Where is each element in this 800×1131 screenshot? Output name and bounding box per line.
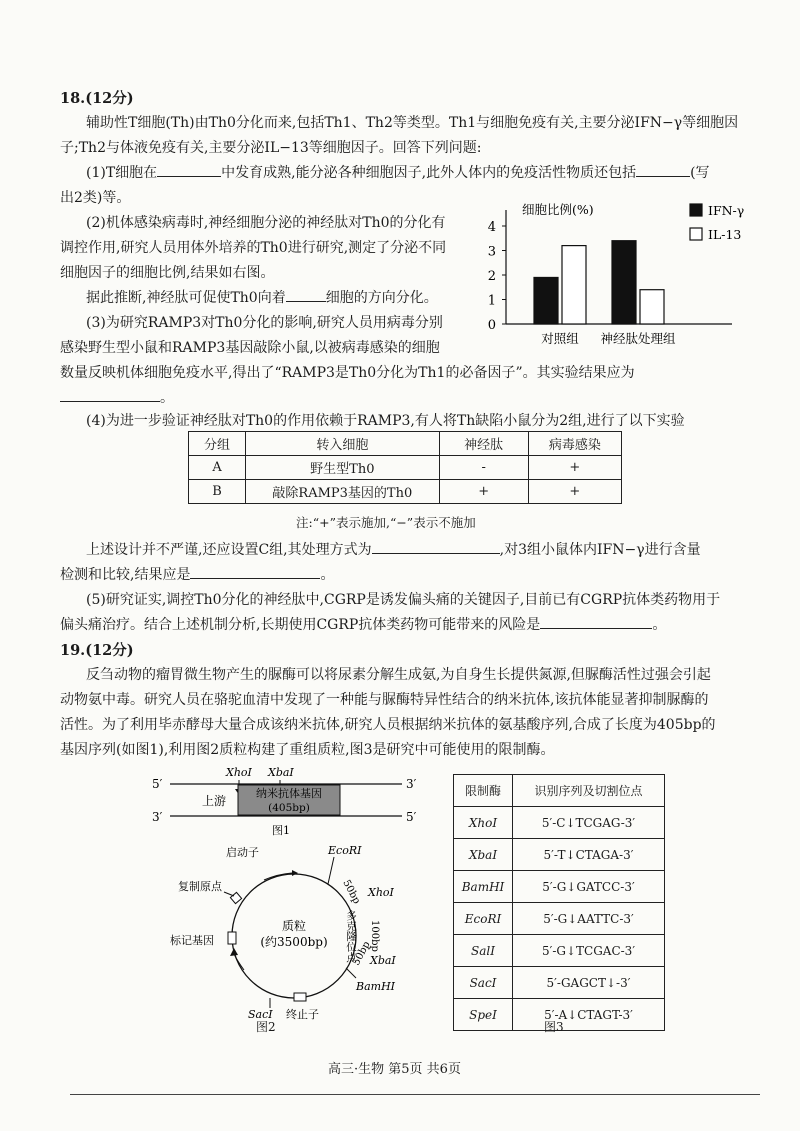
- restriction-enzyme-table: [453, 774, 665, 1031]
- enzyme-site: 5′-GAGCT↓-3′: [513, 967, 665, 999]
- table-header: 分组: [189, 432, 246, 456]
- q18-part2-line-1: (2)机体感染病毒时,神经细胞分泌的神经肽对Th0的分化有: [86, 215, 446, 231]
- table-cell: B: [189, 480, 246, 504]
- upstream-label: 上游: [202, 794, 227, 808]
- q18-part4-text-c: 检测和比较,结果应是: [60, 567, 191, 583]
- enzyme-name: EcoRⅠ: [454, 903, 513, 935]
- three-prime-bottom: 3′: [152, 810, 163, 824]
- promoter-label: 启动子: [226, 846, 259, 859]
- bamhi-pointer: [346, 968, 356, 978]
- q18-part3-line-2: 感染野生型小鼠和RAMP3基因敲除小鼠,以被病毒感染的细胞: [60, 340, 440, 356]
- q18-intro-line-1: 辅助性T细胞(Th)由Th0分化而来,包括Th1、Th2等类型。Th1与细胞免疫有关,主要分泌IFN−γ等细胞因: [86, 115, 739, 131]
- gene-length-label: (405bp): [268, 802, 310, 814]
- five-prime-top: 5′: [152, 777, 163, 791]
- q18-part2-text-a: 据此推断,神经肽可促使Th0向着: [86, 290, 286, 306]
- table-header: 病毒感染: [528, 432, 621, 456]
- table-cell: -: [439, 456, 528, 480]
- q18-part4-line-3: [60, 563, 334, 588]
- q18-part5-line-1: (5)研究证实,调控Th0分化的神经肽中,CGRP是诱发偏头痛的关键因子,目前已有CGRP抗体类药物用于: [86, 592, 721, 608]
- q18-part2-line-2: 调控作用,研究人员用体外培养的Th0进行研究,测定了分泌不同: [60, 240, 447, 256]
- table-row: [454, 935, 665, 967]
- answer-blank-1[interactable]: [157, 162, 221, 177]
- y-tick-label: 3: [487, 244, 496, 260]
- figure-1-caption: 图1: [272, 824, 290, 837]
- enzyme-name: XbaⅠ: [454, 839, 513, 871]
- q18-part1-text-c: (写: [690, 165, 710, 181]
- enzyme-name: SacⅠ: [454, 967, 513, 999]
- table-cell: 野生型Th0: [246, 456, 439, 480]
- ori-label: 复制原点: [178, 880, 222, 893]
- cytokine-bar-chart: [484, 196, 774, 346]
- table-row: [454, 871, 665, 903]
- answer-blank-7[interactable]: [540, 614, 652, 629]
- enzyme-name: XhoⅠ: [454, 807, 513, 839]
- enzyme-header: 限制酶: [454, 775, 513, 807]
- experiment-table: [188, 431, 622, 504]
- table-note: 注:“+”表示施加,“−”表示不施加: [296, 515, 476, 530]
- q19-header: 19.(12分): [60, 642, 134, 659]
- bamhi-label: BamHⅠ: [356, 980, 396, 993]
- three-prime-top: 3′: [406, 777, 417, 791]
- enzyme-site: 5′-T↓CTAGA-3′: [513, 839, 665, 871]
- figure-1-gene: [150, 766, 440, 838]
- promoter-arrowhead-icon: [292, 870, 298, 876]
- figure-2-plasmid: [168, 840, 418, 1030]
- table-row: [454, 807, 665, 839]
- answer-blank-2[interactable]: [636, 162, 690, 177]
- xhoi-plasmid-label: XhoⅠ: [368, 886, 394, 899]
- table-header-row: [189, 432, 622, 456]
- site-header: 识别序列及切割位点: [513, 775, 665, 807]
- table-row: [189, 456, 622, 480]
- gene-label: 纳米抗体基因: [256, 787, 322, 800]
- enzyme-site: 5′-A↓CTAGT-3′: [513, 999, 665, 1031]
- y-tick-label: 0: [487, 318, 496, 333]
- table-row: [189, 480, 622, 504]
- q18-part4-line-2: [86, 538, 701, 563]
- enzyme-site: 5′-G↓GATCC-3′: [513, 871, 665, 903]
- q19-line-1: 反刍动物的瘤胃微生物产生的脲酶可以将尿素分解生成氨,为自身生长提供氮源,但脲酶活性过强会引起: [86, 667, 711, 683]
- q18-header: 18.(12分): [60, 90, 134, 107]
- table-cell: +: [439, 480, 528, 504]
- plasmid-size-label: (约3500bp): [260, 935, 328, 949]
- q19-line-3: 活性。为了利用毕赤酵母大量合成该纳米抗体,研究人员根据纳米抗体的氨基酸序列,合成了长度为405bp的: [60, 717, 716, 733]
- plasmid-label: 质粒: [281, 919, 307, 933]
- y-tick-label: 4: [487, 220, 496, 235]
- marker-arrowhead-icon: [230, 948, 238, 956]
- q18-part2-line-3: 细胞因子的细胞比例,结果如右图。: [60, 265, 275, 281]
- table-row: [454, 839, 665, 871]
- q18-part3-period: 。: [160, 390, 174, 406]
- q18-part4-text-a: 上述设计并不严谨,还应设置C组,其处理方式为: [86, 542, 372, 558]
- q18-part1-text-a: (1)T细胞在: [86, 165, 158, 181]
- x-category-label: 神经肽处理组: [600, 331, 676, 346]
- spacer-50bp-a: 50bp: [340, 878, 363, 906]
- q18-part5-period: 。: [652, 617, 667, 633]
- q18-part3-line-3: 数量反映机体细胞免疫水平,得出了“RAMP3是Th0分化为Th1的必备因子”。其实验结果应为: [60, 365, 635, 381]
- q18-part3-line-4: [60, 386, 174, 411]
- ecori-pointer: [328, 857, 334, 884]
- answer-blank-5[interactable]: [372, 539, 500, 554]
- bar-il-13: [640, 290, 664, 324]
- ori-pointer: [224, 892, 234, 896]
- enzyme-table-header: [454, 775, 665, 807]
- q18-part5-text-a: 偏头痛治疗。结合上述机制分析,长期使用CGRP抗体类药物可能带来的风险是: [60, 617, 541, 633]
- table-header: 神经肽: [439, 432, 528, 456]
- bar-ifn-gamma: [534, 277, 558, 324]
- q18-part2-text-b: 细胞的方向分化。: [325, 290, 438, 306]
- table-cell: 敲除RAMP3基因的Th0: [246, 480, 439, 504]
- enzyme-name: BamHⅠ: [454, 871, 513, 903]
- enzyme-name: SalⅠ: [454, 935, 513, 967]
- spacer-100bp: 100bp: [369, 920, 380, 952]
- q18-part1-line-2: 出2类)等。: [60, 190, 131, 206]
- y-tick-label: 2: [487, 269, 496, 284]
- x-category-label: 对照组: [541, 331, 579, 346]
- legend-swatch: [690, 228, 702, 240]
- q18-part4-line-1: (4)为进一步验证神经肽对Th0的作用依赖于RAMP3,有人将Th缺陷小鼠分为2组,进行了以下实验: [86, 413, 685, 429]
- terminator-box: [294, 993, 306, 1001]
- y-tick-label: 1: [487, 293, 496, 309]
- enzyme-site: 5′-G↓TCGAC-3′: [513, 935, 665, 967]
- q19-line-2: 动物氨中毒。研究人员在骆驼血清中发现了一种能与脲酶特异性结合的纳米抗体,该抗体能显著抑制脲酶的: [60, 692, 709, 708]
- footer-rule: [70, 1094, 760, 1095]
- bar-ifn-gamma: [612, 241, 636, 324]
- legend-label: IFN-γ: [708, 203, 745, 218]
- terminator-label: 终止子: [286, 1008, 319, 1021]
- q18-part4-text-b: ,对3组小鼠体内IFN−γ进行含量: [499, 542, 701, 558]
- q18-part4-period: 。: [320, 567, 335, 583]
- enzyme-site: 5′-G↓AATTC-3′: [513, 903, 665, 935]
- saci-label: SacⅠ: [248, 1008, 273, 1021]
- xbai-label: XbaⅠ: [268, 766, 294, 779]
- q18-part5-line-2: [60, 613, 666, 638]
- ori-marker: [230, 892, 241, 903]
- legend-label: IL-13: [708, 227, 742, 242]
- q18-part1-text-b: 中发育成熟,能分泌各种细胞因子,此外人体内的免疫活性物质还包括: [221, 165, 637, 181]
- answer-blank-4[interactable]: [60, 387, 160, 402]
- answer-blank-3[interactable]: [286, 287, 326, 302]
- q18-part3-line-1: (3)为研究RAMP3对Th0分化的影响,研究人员用病毒分别: [86, 315, 443, 331]
- ecori-label: EcoRⅠ: [328, 844, 362, 857]
- enzyme-site: 5′-C↓TCGAG-3′: [513, 807, 665, 839]
- table-header: 转入细胞: [246, 432, 439, 456]
- page-footer: 高三·生物 第5页 共6页: [328, 1062, 461, 1077]
- answer-blank-6[interactable]: [190, 564, 320, 579]
- spacer-50bp-b: 50bp: [350, 939, 373, 968]
- table-cell: A: [189, 456, 246, 480]
- q18-part1: [86, 161, 710, 186]
- q18-intro-line-2: 子;Th2与体液免疫有关,主要分泌IL−13等细胞因子。回答下列问题:: [60, 140, 482, 156]
- figure-3-caption: 图3: [544, 1020, 564, 1034]
- table-row: [454, 967, 665, 999]
- figure-2-caption: 图2: [256, 1020, 276, 1034]
- table-row: [454, 903, 665, 935]
- five-prime-bottom: 5′: [406, 810, 417, 824]
- y-axis-label: 细胞比例(%): [522, 202, 594, 217]
- marker-gene-label: 标记基因: [170, 934, 214, 947]
- table-cell: +: [528, 456, 621, 480]
- q18-part2-line-4: [86, 286, 438, 311]
- xhoi-label: XhoⅠ: [226, 766, 252, 779]
- table-cell: +: [528, 480, 621, 504]
- enzyme-name: SpeⅠ: [454, 999, 513, 1031]
- bar-il-13: [562, 246, 586, 324]
- mcs-label: 多克隆位点: [345, 910, 357, 963]
- legend-swatch: [690, 204, 702, 216]
- q19-line-4: 基因序列(如图1),利用图2质粒构建了重组质粒,图3是研究中可能使用的限制酶。: [60, 742, 555, 758]
- xbai-plasmid-label: XbaⅠ: [370, 954, 396, 967]
- marker-gene-box: [228, 932, 236, 944]
- marker-gene-arrow: [234, 954, 244, 970]
